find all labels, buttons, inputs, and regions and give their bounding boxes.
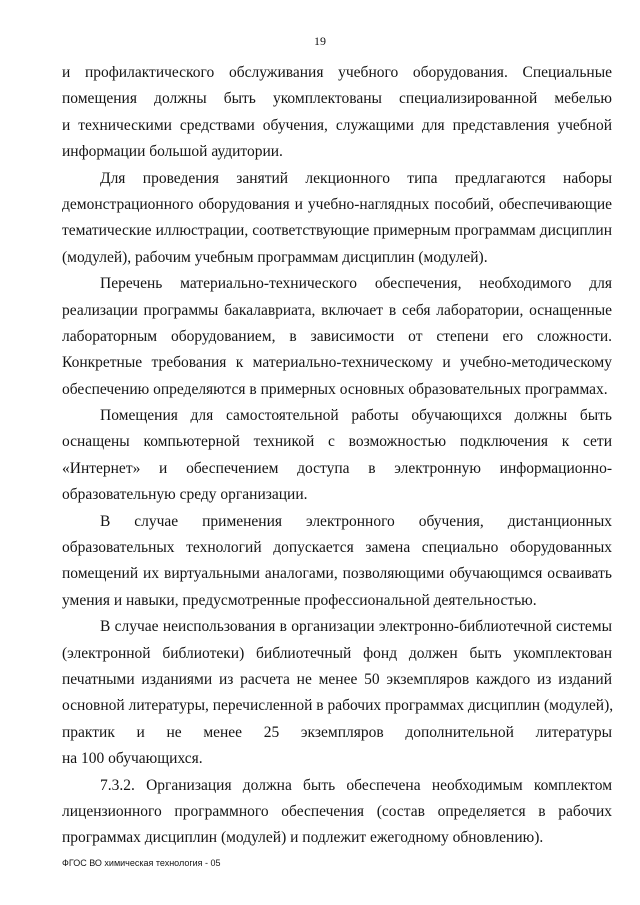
text-line: обеспечению определяются в примерных основных образовательных программах.	[62, 380, 608, 398]
text-line: образовательную среду организации.	[62, 486, 308, 504]
text-line: реализации программы бакалавриата, включает в себя лаборатории, оснащенные	[62, 301, 612, 319]
page-footer: ФГОС ВО химическая технология - 05	[62, 858, 221, 868]
text-line: (электронной библиотеки) библиотечный фонд должен быть укомплектован	[62, 644, 612, 662]
text-line: оснащены компьютерной техникой с возможностью подключения к сети	[62, 433, 612, 451]
text-line: лабораторным оборудованием, в зависимости от степени его сложности.	[62, 327, 612, 345]
text-line: В случае применения электронного обучения, дистанционных	[100, 512, 612, 530]
text-line: (модулей), рабочим учебным программам дисциплин (модулей).	[62, 248, 488, 266]
text-line: 7.3.2. Организация должна быть обеспечена необходимым комплектом	[100, 776, 612, 794]
text-line: образовательных технологий допускается замена специально оборудованных	[62, 539, 612, 557]
text-line: лицензионного программного обеспечения (состав определяется в рабочих	[62, 802, 612, 820]
text-line: «Интернет» и обеспечением доступа в электронную информационно-	[62, 459, 612, 477]
text-line: Помещения для самостоятельной работы обучающихся должны быть	[100, 407, 612, 425]
page-body	[62, 60, 612, 852]
text-line: практик и не менее 25 экземпляров дополнительной литературы	[62, 723, 612, 741]
text-line: умения и навыки, предусмотренные профессиональной деятельностью.	[62, 591, 537, 609]
text-line: и профилактического обслуживания учебного оборудования. Специальные	[62, 64, 612, 81]
text-line: В случае неиспользования в организации электронно-библиотечной системы	[100, 618, 612, 636]
text-line: информации большой аудитории.	[62, 143, 283, 161]
text-line: помещения должны быть укомплектованы специализированной мебелью	[62, 90, 612, 108]
text-line: и техническими средствами обучения, служащими для представления учебной	[62, 116, 612, 134]
text-line: на 100 обучающихся.	[62, 750, 203, 768]
text-line: основной литературы, перечисленной в рабочих программах дисциплин (модулей),	[62, 697, 614, 715]
text-line: печатными изданиями из расчета не менее 50 экземпляров каждого из изданий	[62, 670, 612, 688]
text-line: помещений их виртуальными аналогами, позволяющими обучающимся осваивать	[62, 565, 612, 583]
text-line: тематические иллюстрации, соответствующие примерным программам дисциплин	[62, 222, 612, 240]
text-line: Перечень материально-технического обеспечения, необходимого для	[100, 275, 612, 293]
text-line: программах дисциплин (модулей) и подлежит ежегодному обновлению).	[62, 829, 544, 847]
text-line: Конкретные требования к материально-техническому и учебно-методическому	[62, 354, 612, 372]
text-line: Для проведения занятий лекционного типа предлагаются наборы	[100, 169, 612, 187]
page-number: 19	[314, 34, 326, 48]
text-line: демонстрационного оборудования и учебно-наглядных пособий, обеспечивающие	[62, 195, 612, 213]
